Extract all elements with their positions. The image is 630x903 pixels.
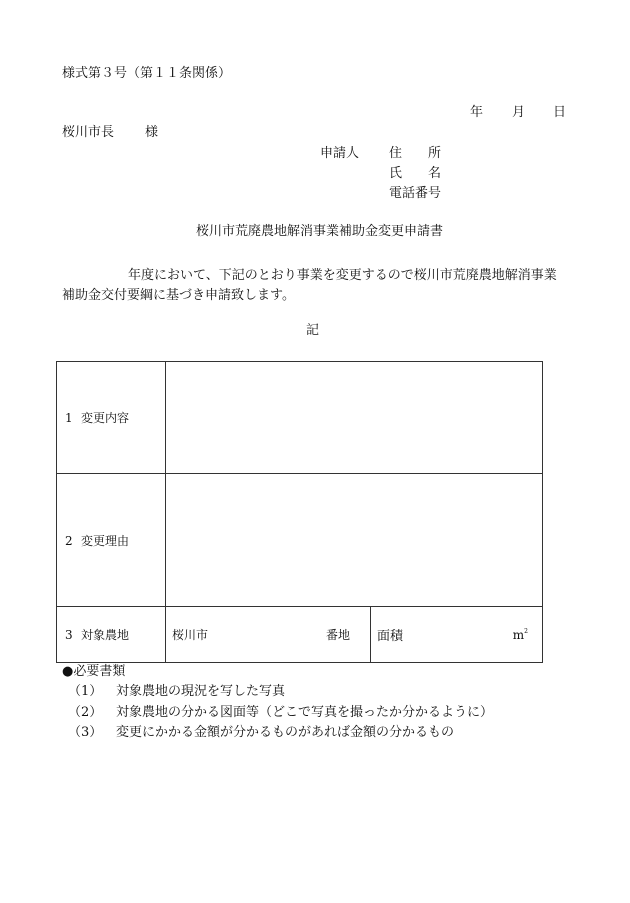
area-label: 面積 — [377, 629, 404, 644]
addressee: 桜川市長 — [62, 125, 115, 140]
land-area-cell[interactable] — [371, 607, 543, 663]
target-land-label: 3 対象農地 — [57, 607, 166, 663]
table-row — [57, 362, 543, 474]
change-content-label: 1 変更内容 — [57, 362, 166, 474]
form-number: 様式第３号（第１１条関係） — [62, 66, 232, 81]
area-unit: $m^2$ — [512, 627, 528, 642]
applicant-name-label: 氏 名 — [389, 166, 442, 181]
land-city-label: 桜川市 — [172, 628, 209, 642]
applicant-label: 申請人 — [320, 146, 360, 161]
date-day-label: 日 — [553, 105, 567, 120]
applicant-phone-label: 電話番号 — [389, 186, 442, 201]
ki-heading: 記 — [306, 323, 320, 338]
applicant-address-label: 住 所 — [389, 146, 442, 161]
body-text: 年度において、下記のとおり事業を変更するので桜川市荒廃農地解消事業補助金交付要綱に基づき申請致します。 — [62, 268, 557, 303]
date-year-label: 年 — [470, 105, 484, 120]
land-banchi-label: 番地 — [325, 628, 350, 642]
change-content-cell[interactable] — [166, 362, 543, 474]
list-item: （1） 対象農地の現況を写した写真 — [68, 684, 286, 699]
change-reason-cell[interactable] — [166, 474, 543, 607]
change-reason-label: 2 変更理由 — [57, 474, 166, 607]
document-title: 桜川市荒廃農地解消事業補助金変更申請書 — [196, 224, 444, 239]
land-location-cell[interactable] — [166, 607, 371, 663]
list-item: （2） 対象農地の分かる図面等（どこで写真を撮ったか分かるように） — [68, 705, 494, 720]
list-item: （3） 変更にかかる金額が分かるものがあれば金額の分かるもの — [68, 725, 455, 740]
table-row — [57, 607, 543, 663]
required-docs-title: ●必要書類 — [62, 664, 126, 679]
date-month-label: 月 — [512, 105, 526, 120]
application-table — [56, 361, 543, 663]
addressee-honorific: 様 — [145, 125, 159, 140]
table-row — [57, 474, 543, 607]
